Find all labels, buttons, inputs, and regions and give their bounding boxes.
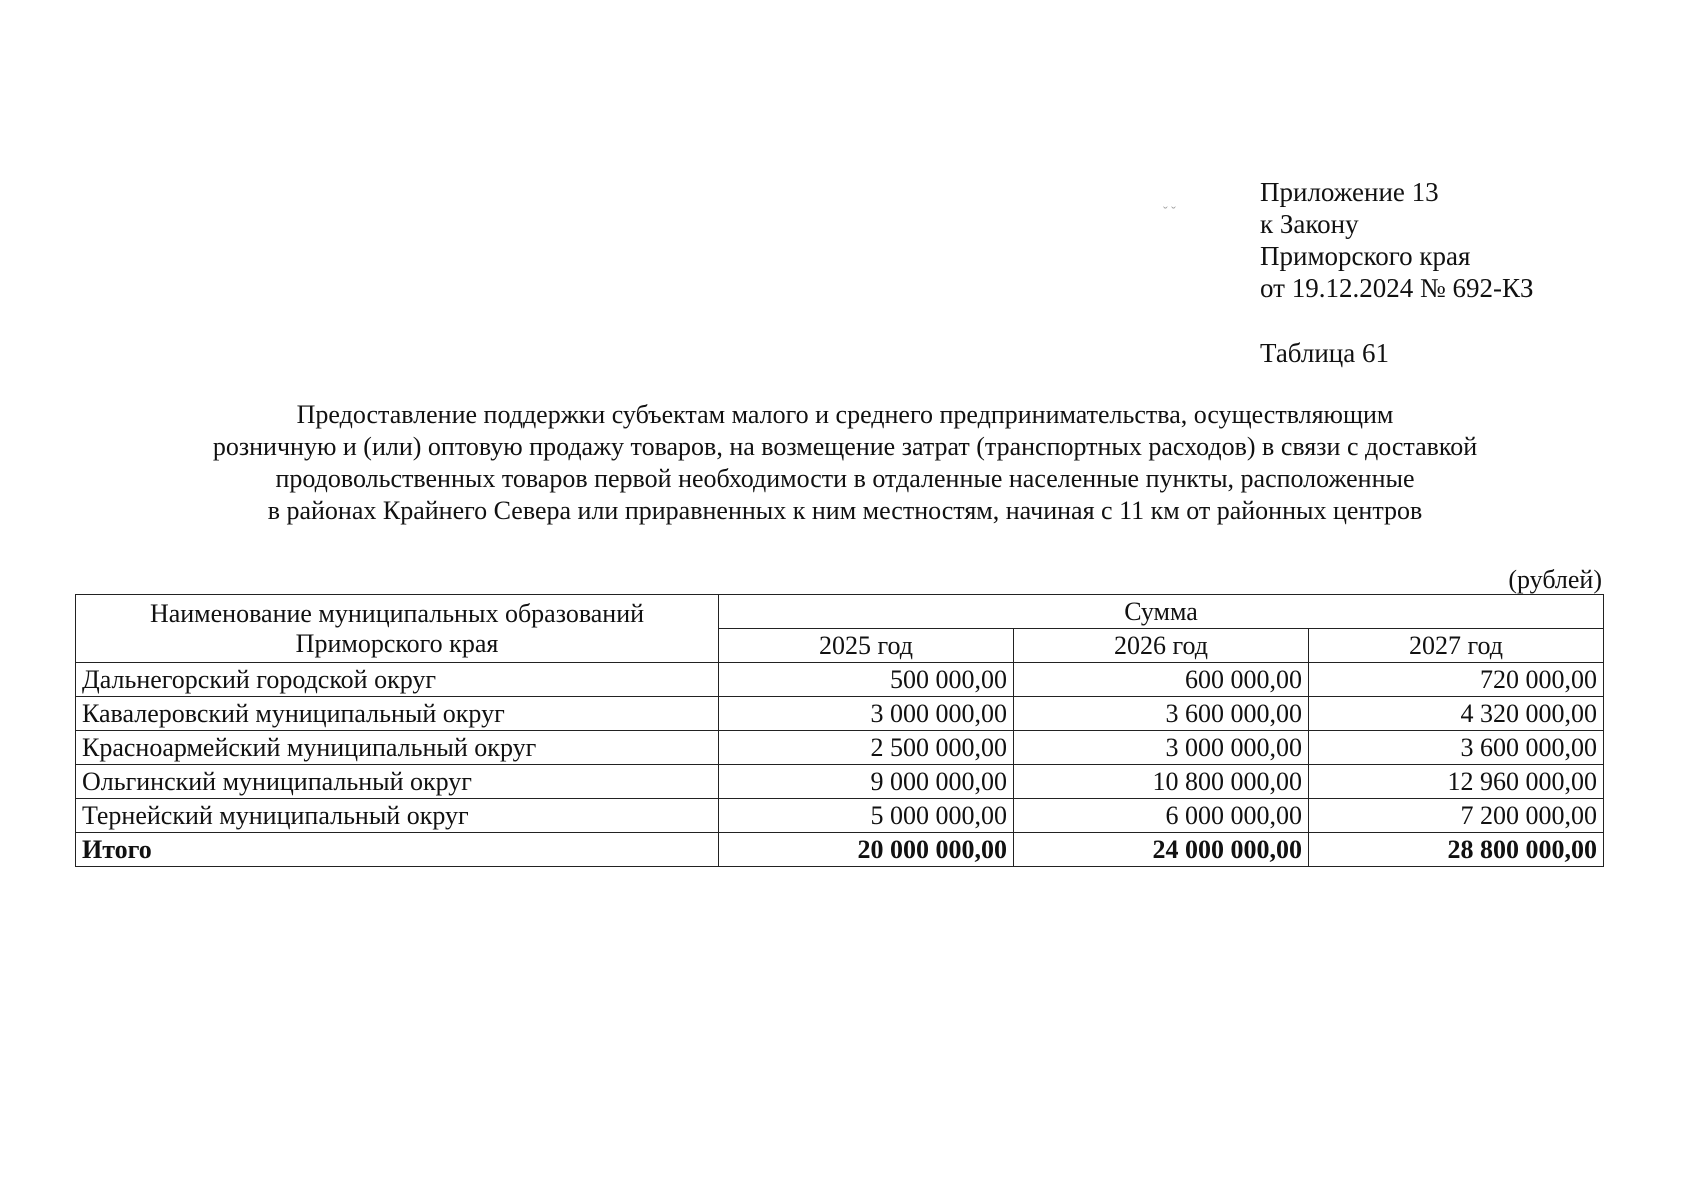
annex-line: Приморского края xyxy=(1260,241,1471,271)
table-row xyxy=(76,765,1604,799)
municipality-name: Тернейский муниципальный округ xyxy=(76,799,719,833)
amount-cell: 3 000 000,00 xyxy=(719,697,1014,731)
municipality-name: Дальнегорский городской округ xyxy=(76,663,719,697)
year-column-header: 2027 год xyxy=(1309,629,1604,663)
title-line: в районах Крайнего Севера или приравненных к ним местностям, начиная с 11 км от районных центров xyxy=(267,496,1423,525)
table-number: Таблица 61 xyxy=(1260,338,1389,368)
annex-line: от 19.12.2024 № 692-КЗ xyxy=(1260,273,1534,303)
unit-label: (рублей) xyxy=(1508,565,1602,594)
amount-cell: 500 000,00 xyxy=(719,663,1014,697)
name-column-header xyxy=(76,595,719,663)
title-line: Предоставление поддержки субъектам малого и среднего предпринимательства, осуществляющим xyxy=(296,400,1394,429)
total-row xyxy=(76,833,1604,867)
year-column-header: 2026 год xyxy=(1014,629,1309,663)
table-row xyxy=(76,697,1604,731)
total-label: Итого xyxy=(76,833,719,867)
table-row xyxy=(76,663,1604,697)
annex-line: Приложение 13 xyxy=(1260,177,1439,207)
scan-speck: ˇ ˇ xyxy=(1163,205,1176,220)
year-column-header: 2025 год xyxy=(719,629,1014,663)
name-header-line: Наименование муниципальных образований xyxy=(149,598,645,628)
amount-cell: 2 500 000,00 xyxy=(719,731,1014,765)
municipality-name: Кавалеровский муниципальный округ xyxy=(76,697,719,731)
name-header-line: Приморского края xyxy=(295,628,499,658)
annex-line: к Закону xyxy=(1260,209,1359,239)
municipality-name: Ольгинский муниципальный округ xyxy=(76,765,719,799)
title-line: розничную и (или) оптовую продажу товаров, на возмещение затрат (транспортных расходов) в связи с доставкой xyxy=(212,432,1478,461)
total-amount-cell: 24 000 000,00 xyxy=(1014,833,1309,867)
title-line: продовольственных товаров первой необходимости в отдаленные населенные пункты, расположенные xyxy=(275,464,1415,493)
sum-column-header: Сумма xyxy=(719,595,1604,629)
amount-cell: 7 200 000,00 xyxy=(1309,799,1604,833)
table-row xyxy=(76,799,1604,833)
amount-cell: 3 000 000,00 xyxy=(1014,731,1309,765)
total-amount-cell: 28 800 000,00 xyxy=(1309,833,1604,867)
amount-cell: 4 320 000,00 xyxy=(1309,697,1604,731)
budget-table xyxy=(75,594,1604,867)
amount-cell: 6 000 000,00 xyxy=(1014,799,1309,833)
amount-cell: 3 600 000,00 xyxy=(1014,697,1309,731)
table-header-row xyxy=(76,595,1604,629)
amount-cell: 3 600 000,00 xyxy=(1309,731,1604,765)
amount-cell: 9 000 000,00 xyxy=(719,765,1014,799)
amount-cell: 600 000,00 xyxy=(1014,663,1309,697)
document-title xyxy=(80,399,1610,527)
amount-cell: 720 000,00 xyxy=(1309,663,1604,697)
table-row xyxy=(76,731,1604,765)
municipality-name: Красноармейский муниципальный округ xyxy=(76,731,719,765)
amount-cell: 5 000 000,00 xyxy=(719,799,1014,833)
amount-cell: 10 800 000,00 xyxy=(1014,765,1309,799)
total-amount-cell: 20 000 000,00 xyxy=(719,833,1014,867)
annex-block xyxy=(1260,176,1533,304)
amount-cell: 12 960 000,00 xyxy=(1309,765,1604,799)
